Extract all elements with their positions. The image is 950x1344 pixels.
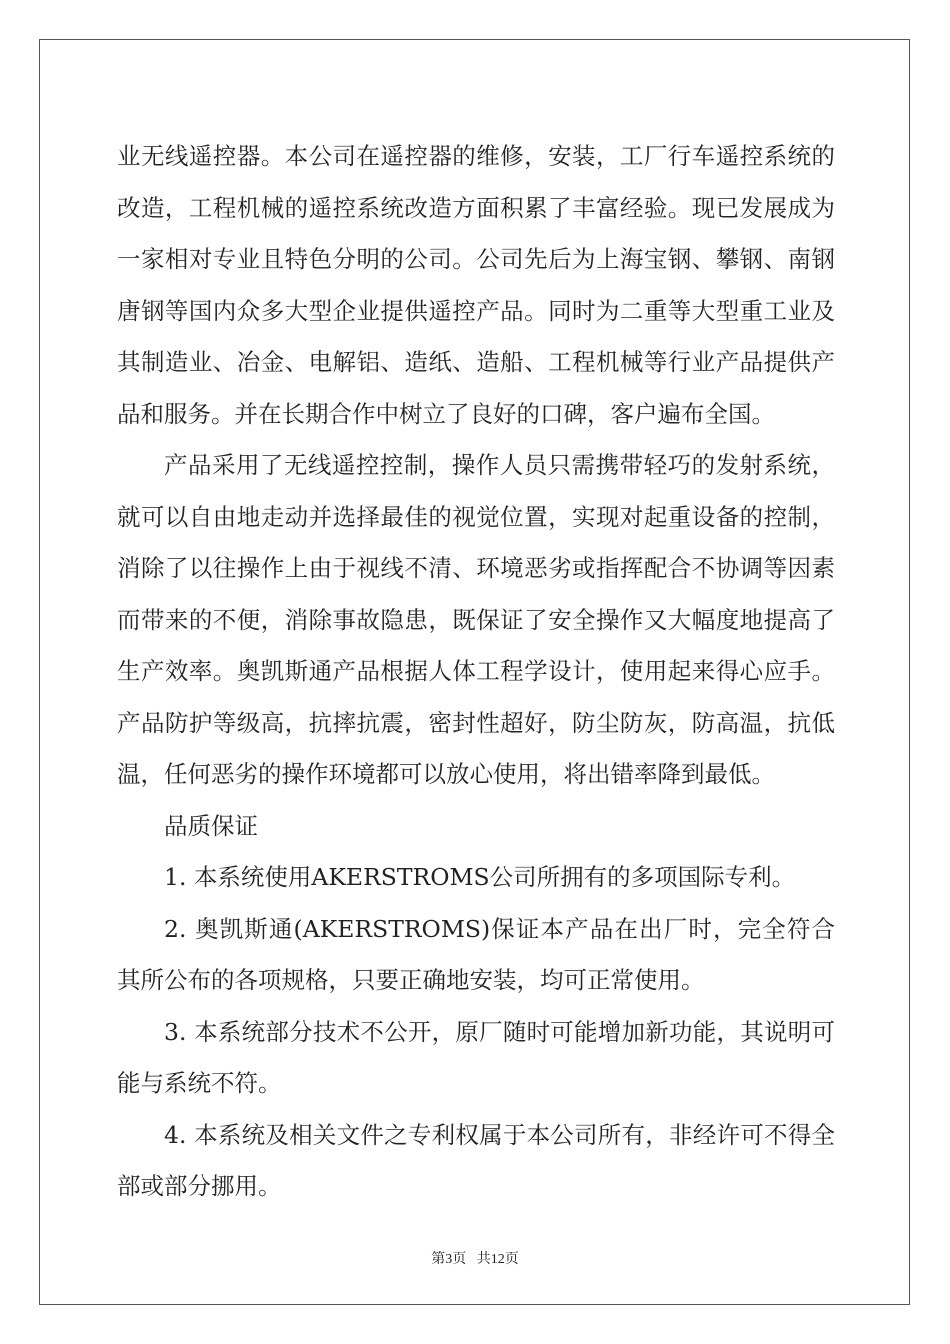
list-item-4: 4. 本系统及相关文件之专利权属于本公司所有，非经许可不得全部或部分挪用。 xyxy=(117,1120,835,1200)
page-number: 第3页 xyxy=(431,1252,467,1267)
page-total: 共12页 xyxy=(476,1252,519,1267)
list-item-2: 2. 奥凯斯通(AKERSTROMS)保证本产品在出厂时，完全符合其所公布的各项规格，只要正确地安装，均可正常使用。 xyxy=(117,914,835,994)
paragraph-product-description: 产品采用了无线遥控控制，操作人员只需携带轻巧的发射系统，就可以自由地走动并选择最佳的视觉位置，实现对起重设备的控制，消除了以往操作上由于视线不清、环境恶劣或指挥配合不协调等因素而带来的不便，消除事故隐患，既保证了安全操作又大幅度地提高了生产效率。奥凯斯通产品根据人体工程学设计，使用起来得心应手。产品防护等级高，抗摔抗震，密封性超好，防尘防灰，防高温，抗低温，任何恶劣的操作环境都可以放心使用，将出错率降到最低。 xyxy=(117,451,835,788)
section-heading-quality: 品质保证 xyxy=(164,811,258,840)
list-item-1: 1. 本系统使用AKERSTROMS公司所拥有的多项国际专利。 xyxy=(164,863,796,891)
page-footer xyxy=(0,1248,950,1268)
document-body xyxy=(117,131,835,1213)
list-item-3: 3. 本系统部分技术不公开，原厂随时可能增加新功能，其说明可能与系统不符。 xyxy=(117,1017,835,1097)
paragraph-company-intro: 业无线遥控器。本公司在遥控器的维修，安装，工厂行车遥控系统的改造，工程机械的遥控系统改造方面积累了丰富经验。现已发展成为一家相对专业且特色分明的公司。公司先后为上海宝钢、攀钢、南钢唐钢等国内众多大型企业提供遥控产品。同时为二重等大型重工业及其制造业、冶金、电解铝、造纸、造船、工程机械等行业产品提供产品和服务。并在长期合作中树立了良好的口碑，客户遍布全国。 xyxy=(117,142,835,428)
